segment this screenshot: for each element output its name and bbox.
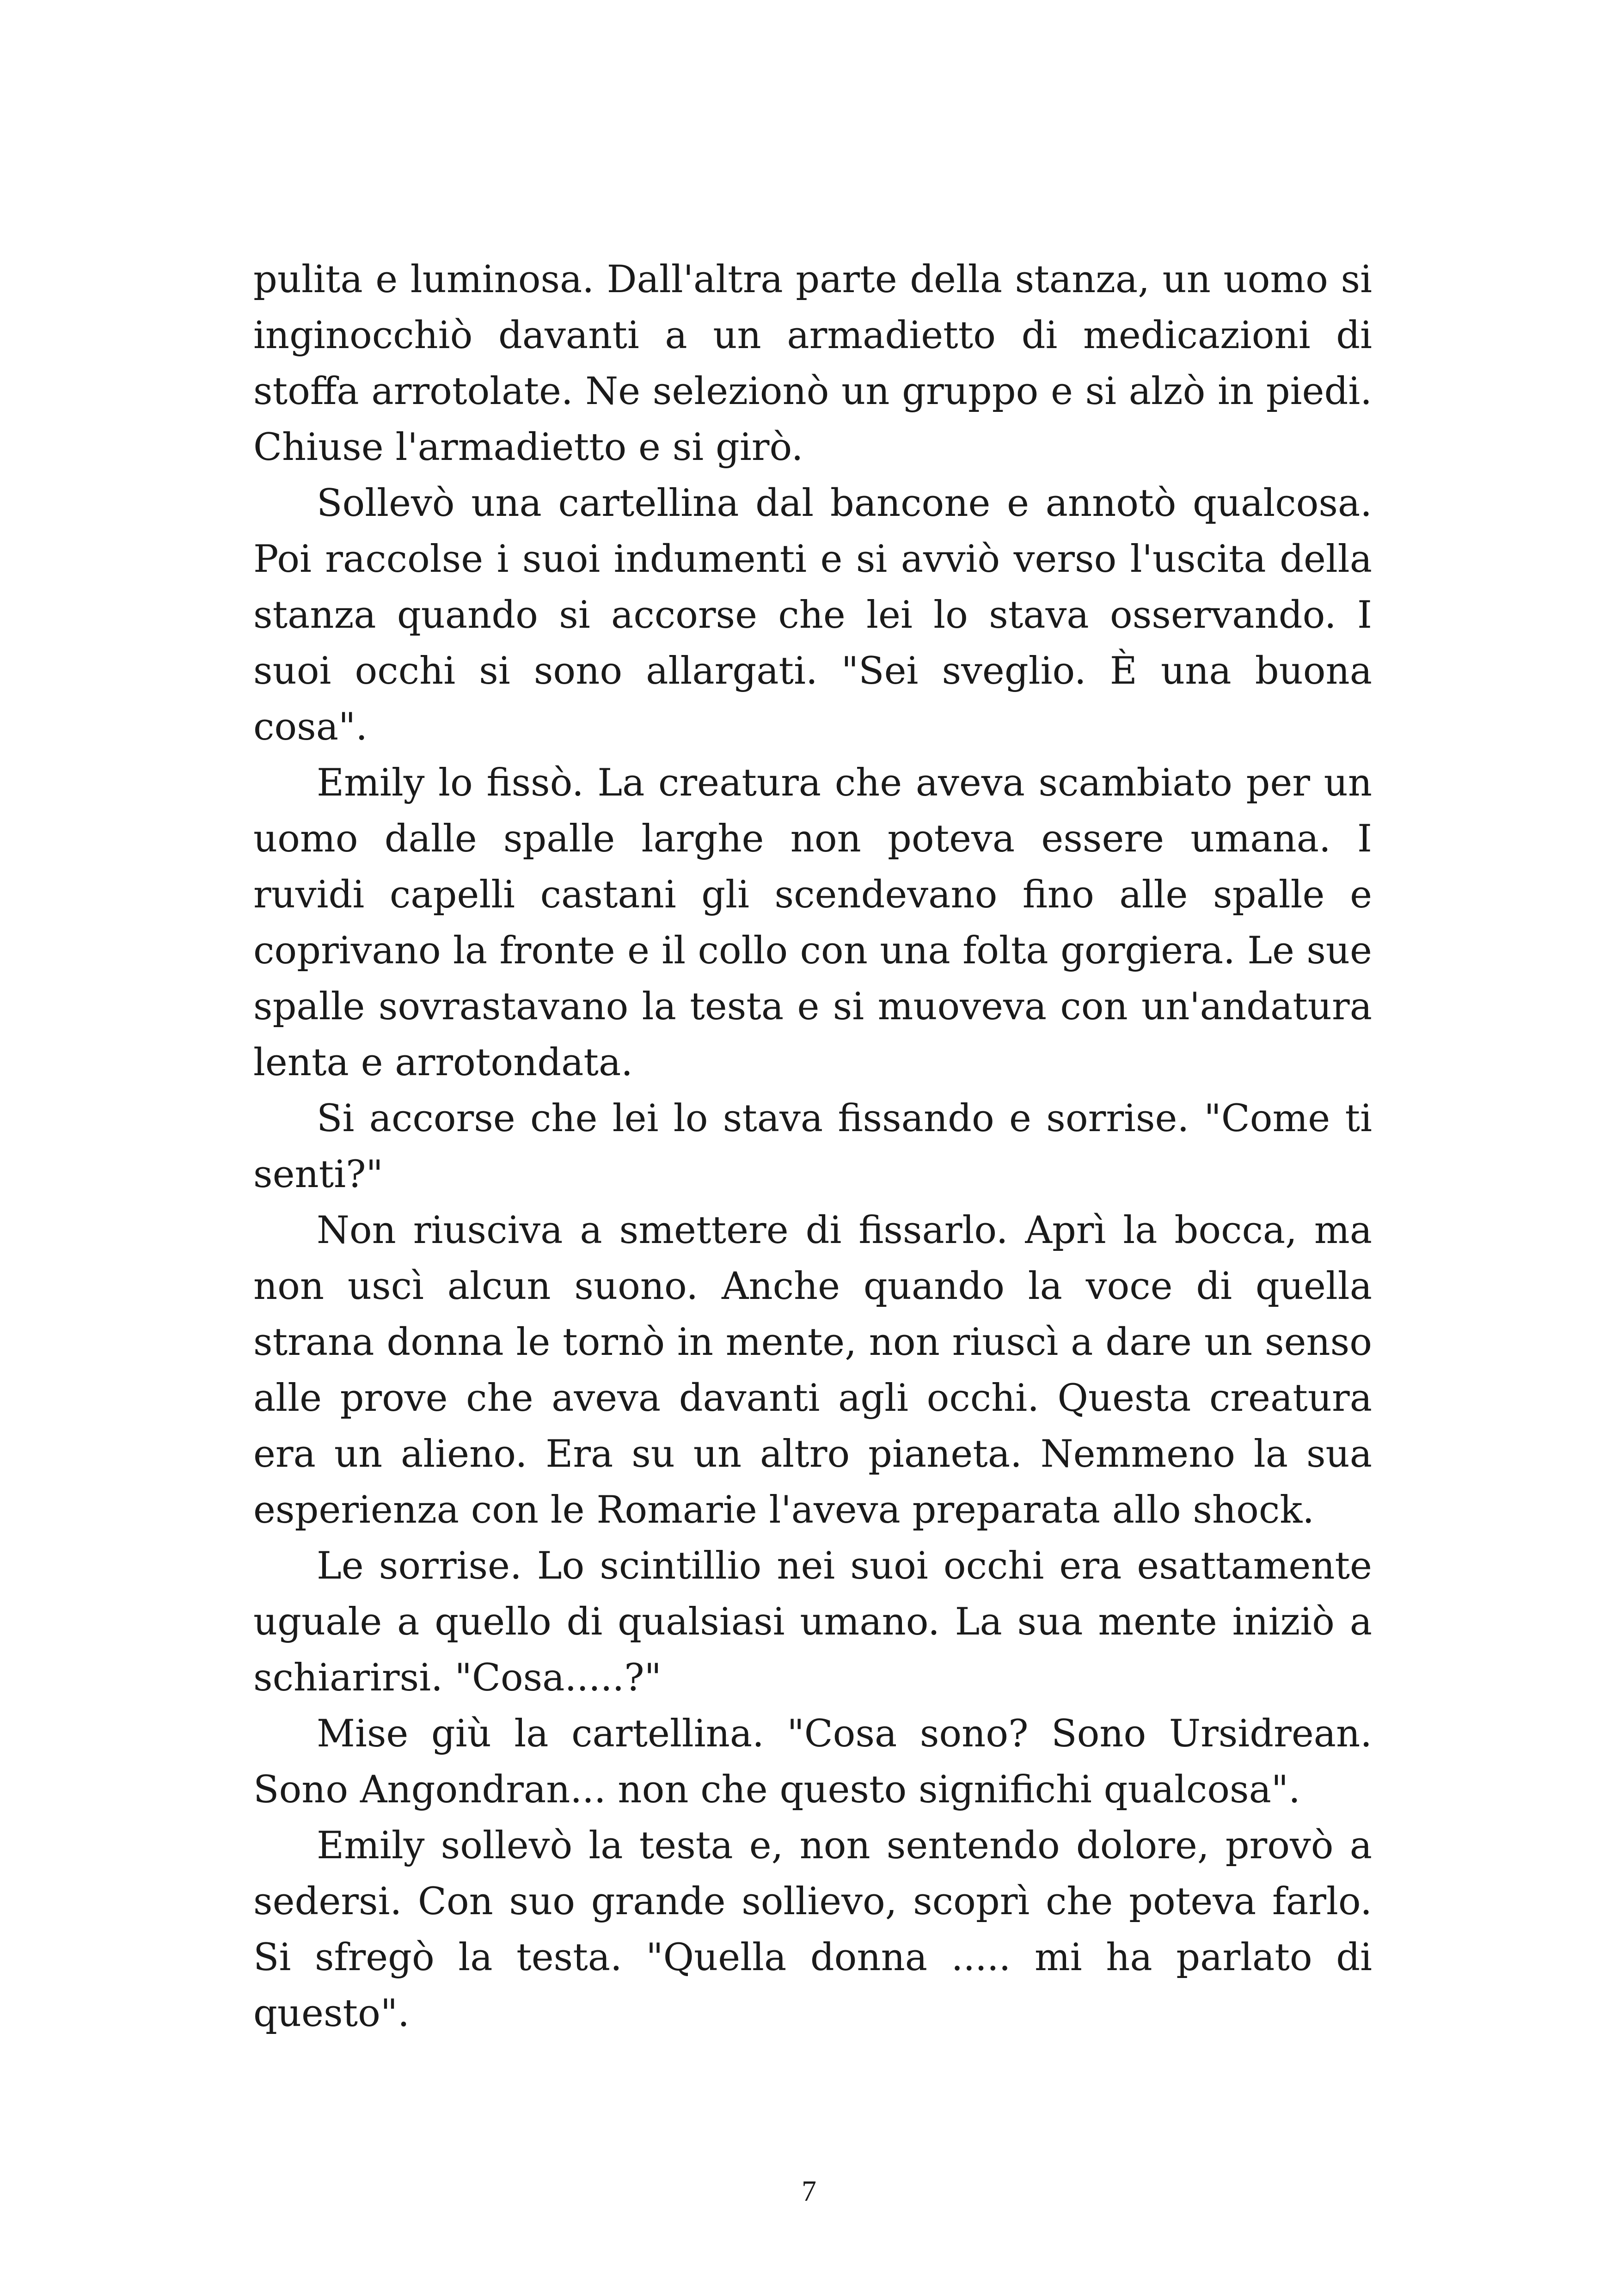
paragraph-7: Mise giù la cartellina. "Cosa sono? Sono Ursidrean. Sono Angondran... non che questo significhi qualcosa". [253,1712,1372,1812]
page-number: 7 [802,2174,816,2207]
paragraph-8: Emily sollevò la testa e, non sentendo dolore, provò a sedersi. Con suo grande sollievo, scoprì che poteva farlo. Si sfregò la testa. "Quella donna ..... mi ha parlato di questo". [253,1824,1372,2035]
paragraph-6: Le sorrise. Lo scintillio nei suoi occhi era esattamente uguale a quello di qualsiasi umano. La sua mente iniziò a schiarirsi. "Cosa.....?" [253,1544,1372,1700]
paragraph-1: pulita e luminosa. Dall'altra parte della stanza, un uomo si inginocchiò davanti a un armadietto di medicazioni di stoffa arrotolate. Ne selezionò un gruppo e si alzò in piedi. Chiuse l'armadietto e si girò. [253,258,1372,469]
paragraph-4: Si accorse che lei lo stava fissando e sorrise. "Come ti senti?" [253,1097,1372,1196]
paragraph-3: Emily lo fissò. La creatura che aveva scambiato per un uomo dalle spalle larghe non poteva essere umana. I ruvidi capelli castani gli scendevano fino alle spalle e coprivano la fronte e il collo con una folta gorgiera. Le sue spalle sovrastavano la testa e si muoveva con un'andatura lenta e arrotondata. [253,761,1372,1084]
body-text [253,252,1372,2042]
paragraph-5: Non riusciva a smettere di fissarlo. Aprì la bocca, ma non uscì alcun suono. Anche quando la voce di quella strana donna le tornò in mente, non riuscì a dare un senso alle prove che aveva davanti agli occhi. Questa creatura era un alieno. Era su un altro pianeta. Nemmeno la sua esperienza con le Romarie l'aveva preparata allo shock. [253,1209,1372,1532]
paragraph-2: Sollevò una cartellina dal bancone e annotò qualcosa. Poi raccolse i suoi indumenti e si avviò verso l'uscita della stanza quando si accorse che lei lo stava osservando. I suoi occhi si sono allargati. "Sei sveglio. È una buona cosa". [253,482,1372,749]
